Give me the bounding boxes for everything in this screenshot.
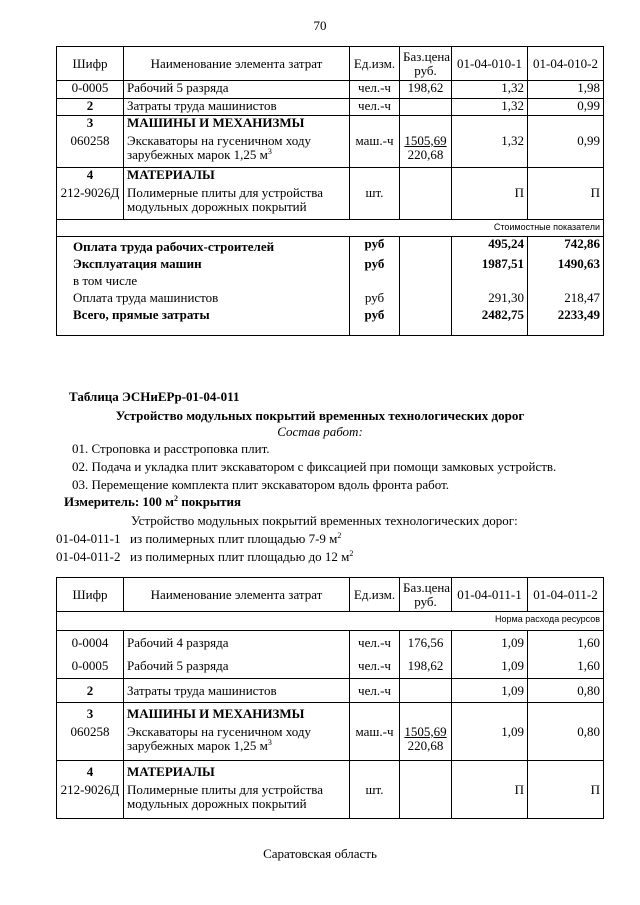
cell-code: 2: [57, 99, 124, 116]
table-row: [57, 99, 604, 116]
cell-unit: маш.-ч: [350, 725, 400, 761]
section-row-machines: [57, 116, 604, 134]
summary-unit: руб: [350, 308, 400, 336]
summary-label: Оплата труда рабочих-строителей: [57, 237, 350, 257]
cell-unit: чел.-ч: [350, 655, 400, 679]
cell-name: Рабочий 4 разряда: [124, 631, 350, 655]
table-header-row: [57, 47, 604, 81]
cell-a: 1,09: [452, 631, 528, 655]
cell-b: 0,99: [528, 134, 604, 168]
cell-code: 0-0005: [57, 655, 124, 679]
summary-row: [57, 237, 604, 257]
col-header-b: 01-04-011-2: [528, 578, 604, 612]
summary-a: 2482,75: [452, 308, 528, 336]
col-header-price: Баз.цена руб.: [400, 47, 452, 81]
summary-unit: руб: [350, 257, 400, 274]
summary-row: [57, 274, 604, 291]
cell-price: 198,62: [400, 655, 452, 679]
cell-unit: шт.: [350, 783, 400, 819]
work-step: 01. Строповка и расстроповка плит.: [72, 441, 270, 456]
table-row: [57, 81, 604, 99]
cell-price: 198,62: [400, 81, 452, 99]
cell-a: 1,32: [452, 134, 528, 168]
cell-unit: чел.-ч: [350, 99, 400, 116]
cell-a: 1,09: [452, 679, 528, 703]
cell-name: Рабочий 5 разряда: [124, 81, 350, 99]
cell-section-num: 4: [57, 168, 124, 186]
variants-intro: Устройство модульных покрытий временных технологических дорог:: [131, 513, 518, 528]
col-header-unit: Ед.изм.: [350, 47, 400, 81]
col-header-name: Наименование элемента затрат: [124, 578, 350, 612]
cell-a: П: [452, 783, 528, 819]
cell-a: 1,09: [452, 725, 528, 761]
summary-label: Эксплуатация машин: [57, 257, 350, 274]
cell-b: 1,60: [528, 631, 604, 655]
section-row-machines: [57, 703, 604, 725]
table-row: [57, 655, 604, 679]
cell-section-num: 3: [57, 703, 124, 725]
col-header-price: Баз.цена руб.: [400, 578, 452, 612]
variant-item: 01-04-011-1 из полимерных плит площадью 7-9 $м^2$: [56, 531, 342, 546]
summary-row: [57, 257, 604, 274]
footer-region: Саратовская область: [263, 846, 377, 861]
composition-heading: Состав работ:: [277, 424, 363, 439]
cell-a: 1,32: [452, 99, 528, 116]
cell-b: 1,98: [528, 81, 604, 99]
cell-price: [400, 679, 452, 703]
table-title: Таблица ЭСНиЕРр-01-04-011: [69, 389, 240, 404]
cell-unit: чел.-ч: [350, 679, 400, 703]
col-header-code: Шифр: [57, 578, 124, 612]
table-row: [57, 631, 604, 655]
summary-label: в том числе: [57, 274, 350, 291]
table-header-row: [57, 578, 604, 612]
summary-label: Оплата труда машинистов: [57, 291, 350, 308]
cell-name: Экскаваторы на гусеничном ходу зарубежных марок 1,25 $м^3$: [124, 134, 350, 168]
summary-row: [57, 291, 604, 308]
summary-b: 742,86: [528, 237, 604, 257]
table-row: [57, 783, 604, 819]
table-row: [57, 134, 604, 168]
summary-b: 218,47: [528, 291, 604, 308]
variant-item: 01-04-011-2 из полимерных плит площадью до 12 $м^2$: [56, 549, 354, 564]
resource-table-01-04-011: [56, 577, 604, 819]
section-row-materials: [57, 761, 604, 783]
cell-code: 060258: [57, 725, 124, 761]
summary-unit: руб: [350, 291, 400, 308]
col-header-a: 01-04-011-1: [452, 578, 528, 612]
cell-section-num: 3: [57, 116, 124, 134]
cell-unit: чел.-ч: [350, 631, 400, 655]
cell-unit: маш.-ч: [350, 134, 400, 168]
section-heading: МАТЕРИАЛЫ: [124, 761, 350, 783]
cell-price: [400, 99, 452, 116]
cell-code: 0-0004: [57, 631, 124, 655]
cell-name: Затраты труда машинистов: [124, 99, 350, 116]
cell-a: 1,09: [452, 655, 528, 679]
norm-note-row: [57, 612, 604, 631]
summary-label: Всего, прямые затраты: [57, 308, 350, 336]
cell-a: 1,32: [452, 81, 528, 99]
cell-b: 0,80: [528, 725, 604, 761]
cell-unit: чел.-ч: [350, 81, 400, 99]
cell-b: 0,80: [528, 679, 604, 703]
summary-a: 1987,51: [452, 257, 528, 274]
cell-a: П: [452, 186, 528, 220]
resource-table-01-04-010: [56, 46, 604, 336]
cell-unit: шт.: [350, 186, 400, 220]
col-header-unit: Ед.изм.: [350, 578, 400, 612]
section-heading: МАШИНЫ И МЕХАНИЗМЫ: [124, 703, 350, 725]
work-step: 02. Подача и укладка плит экскаватором с фиксацией при помощи замковых устройств.: [72, 459, 557, 474]
cost-note-row: [57, 220, 604, 237]
cell-price: 176,56: [400, 631, 452, 655]
col-header-name: Наименование элемента затрат: [124, 47, 350, 81]
section-heading: МАТЕРИАЛЫ: [124, 168, 350, 186]
table-row: [57, 679, 604, 703]
summary-a: 495,24: [452, 237, 528, 257]
cell-name: Полимерные плиты для устройства модульных дорожных покрытий: [124, 783, 350, 819]
summary-b: 1490,63: [528, 257, 604, 274]
page-number: 70: [313, 18, 327, 33]
cell-b: 1,60: [528, 655, 604, 679]
cell-name: Полимерные плиты для устройства модульных дорожных покрытий: [124, 186, 350, 220]
cell-code: 0-0005: [57, 81, 124, 99]
cell-b: П: [528, 783, 604, 819]
cell-code: 212-9026Д: [57, 186, 124, 220]
cell-name: Экскаваторы на гусеничном ходу зарубежных марок 1,25 $м^3$: [124, 725, 350, 761]
table-subtitle: Устройство модульных покрытий временных технологических дорог: [115, 408, 525, 423]
summary-unit: руб: [350, 237, 400, 257]
cell-code: 212-9026Д: [57, 783, 124, 819]
cell-name: Рабочий 5 разряда: [124, 655, 350, 679]
cell-b: 0,99: [528, 99, 604, 116]
table-row: [57, 186, 604, 220]
cost-note: Стоимостные показатели: [57, 220, 604, 237]
cell-code: 2: [57, 679, 124, 703]
norm-note: Норма расхода ресурсов: [57, 612, 604, 631]
cell-section-num: 4: [57, 761, 124, 783]
cell-b: П: [528, 186, 604, 220]
cell-price: 1505,69 220,68: [400, 134, 452, 168]
cell-price: 1505,69 220,68: [400, 725, 452, 761]
col-header-code: Шифр: [57, 47, 124, 81]
summary-b: 2233,49: [528, 308, 604, 336]
section-row-materials: [57, 168, 604, 186]
work-step: 03. Перемещение комплекта плит экскаватором вдоль фронта работ.: [72, 477, 450, 492]
col-header-b: 01-04-010-2: [528, 47, 604, 81]
cell-name: Затраты труда машинистов: [124, 679, 350, 703]
summary-row: [57, 308, 604, 336]
summary-a: 291,30: [452, 291, 528, 308]
measurement-unit: Измеритель: 100 $м^2$ покрытия: [64, 494, 242, 509]
table-row: [57, 725, 604, 761]
section-heading: МАШИНЫ И МЕХАНИЗМЫ: [124, 116, 350, 134]
cell-code: 060258: [57, 134, 124, 168]
col-header-a: 01-04-010-1: [452, 47, 528, 81]
